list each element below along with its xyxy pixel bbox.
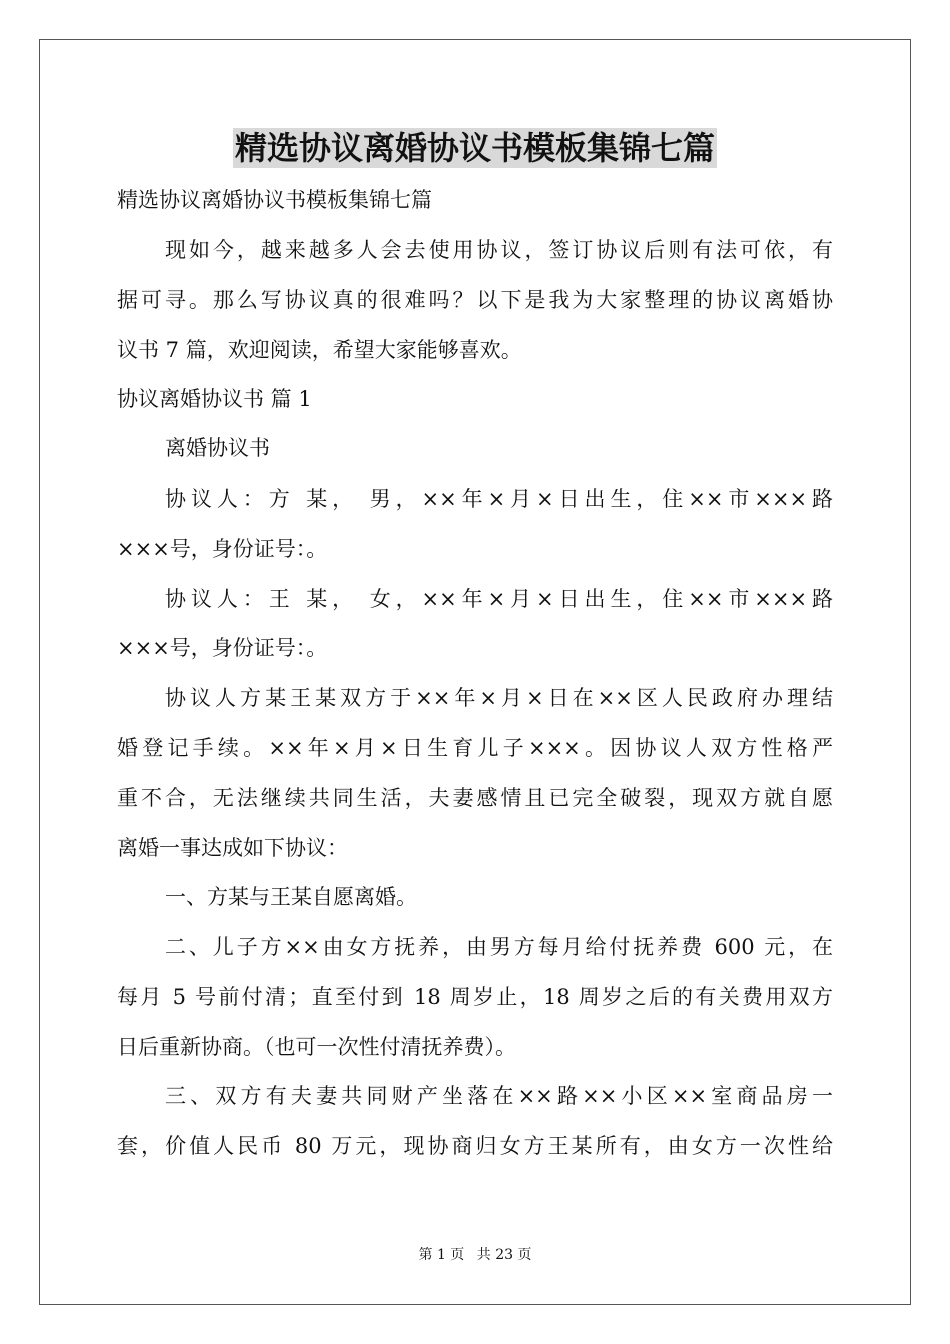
paragraph-line: 协议人：王 某， 女，××年×月×日出生，住××市×××路	[165, 587, 833, 611]
paragraph-line: ×××号，身份证号：。	[117, 636, 328, 660]
paragraph-line: ×××号，身份证号：。	[117, 537, 328, 561]
paragraph-line: 婚登记手续。××年×月×日生育儿子×××。因协议人双方性格严	[117, 736, 833, 760]
paragraph-line: 套，价值人民币 80 万元，现协商归女方王某所有，由女方一次性给	[117, 1134, 833, 1158]
page-number: 第 1 页	[418, 1247, 465, 1263]
agreement-heading: 离婚协议书	[165, 436, 270, 460]
page-footer	[0, 1246, 950, 1264]
paragraph-line: 重不合，无法继续共同生活，夫妻感情且已完全破裂，现双方就自愿	[117, 786, 833, 810]
paragraph-line: 日后重新协商。（也可一次性付清抚养费）。	[117, 1035, 516, 1059]
paragraph-line: 一、方某与王某自愿离婚。	[165, 885, 417, 909]
paragraph-line: 议书 7 篇，欢迎阅读，希望大家能够喜欢。	[117, 338, 522, 362]
page-total: 共 23 页	[476, 1247, 532, 1263]
paragraph-line: 现如今，越来越多人会去使用协议，签订协议后则有法可依，有	[165, 238, 833, 262]
paragraph-line: 据可寻。那么写协议真的很难吗？以下是我为大家整理的协议离婚协	[117, 288, 833, 312]
paragraph-line: 协议人：方 某， 男，××年×月×日出生，住××市×××路	[165, 487, 833, 511]
paragraph-line: 二、儿子方××由女方抚养，由男方每月给付抚养费 600 元，在	[165, 935, 833, 959]
paragraph-line: 每月 5 号前付清；直至付到 18 周岁止，18 周岁之后的有关费用双方	[117, 985, 833, 1009]
section-heading: 协议离婚协议书 篇 1	[117, 387, 312, 411]
document-title: 精选协议离婚协议书模板集锦七篇	[234, 129, 715, 167]
paragraph-line: 离婚一事达成如下协议：	[117, 836, 348, 860]
paragraph-line: 三、双方有夫妻共同财产坐落在××路××小区××室商品房一	[165, 1084, 833, 1108]
page-border	[39, 39, 911, 1305]
title-container	[0, 128, 950, 168]
document-subtitle: 精选协议离婚协议书模板集锦七篇	[117, 188, 432, 212]
paragraph-line: 协议人方某王某双方于××年×月×日在××区人民政府办理结	[165, 686, 833, 710]
